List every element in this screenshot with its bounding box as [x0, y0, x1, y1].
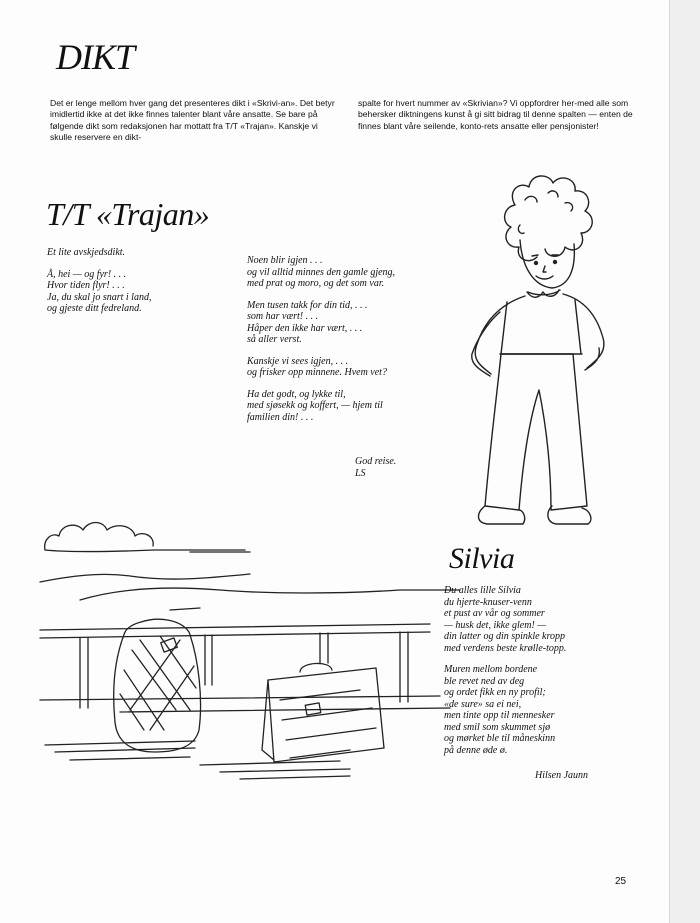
poem-line: og gjeste ditt fedreland.	[47, 303, 142, 314]
poem-line: på denne øde ø.	[444, 744, 508, 756]
stanza	[444, 585, 644, 654]
poem-line: så aller verst.	[247, 334, 302, 345]
poem-line: og mørket ble til måneskinn	[444, 733, 556, 744]
poem-line: Kanskje vi sees igjen, . . .	[247, 355, 349, 367]
poem-line: med smil som skummet sjø	[444, 721, 551, 733]
poem-line: Ja, du skal jo snart i land,	[47, 291, 152, 303]
poem-line: Å, hei — og fyr! . . .	[47, 268, 127, 280]
poem-line: og frisker opp minnene. Hvem vet?	[247, 367, 387, 378]
page-number: 25	[615, 876, 627, 887]
intro-text-left: Det er lenge mellom hver gang det presenteres dikt i «Skrivi-an». Det betyr imidlertid ikke at det ikke finnes talenter blant våre ansatte. Se bare på følgende dikt som redaksjonen har mottatt fra T/T «Trajan». Kanskje vi skulle reservere en dikt-	[50, 98, 335, 143]
author-initials: LS	[355, 467, 366, 479]
poem-line: familien din! . . .	[247, 411, 314, 423]
poem-line: Ha det godt, og lykke til,	[247, 388, 346, 400]
poem-line: med verdens beste krølle-topp.	[444, 642, 567, 654]
poem-line: med prat og moro, og det som var.	[247, 278, 385, 289]
poem-line: og ordet fikk en ny profil;	[444, 687, 546, 698]
poem-line: du hjerte-knuser-venn	[444, 596, 532, 608]
silvia-poem	[444, 585, 644, 766]
poem-line: Men tusen takk for din tid, . . .	[247, 299, 368, 311]
poem-line: og vil alltid minnes den gamle gjeng,	[247, 266, 396, 278]
farewell-line: God reise.	[355, 456, 397, 467]
poem-line: Muren mellom bordene	[444, 664, 538, 675]
stanza	[444, 664, 644, 756]
poem-line: som har vært! . . .	[247, 311, 319, 322]
poem-line: Et lite avskjedsdikt.	[47, 247, 126, 258]
poem-line: din latter og din spinkle kropp	[444, 631, 566, 642]
poem-line: ble revet ned av deg	[444, 675, 525, 687]
poem-line: — husk det, ikke glem! —	[444, 619, 547, 631]
poem-line: med sjøsekk og koffert, — hjem til	[247, 400, 383, 411]
poem-line: «de sure» sa ei nei,	[444, 698, 522, 710]
poem-line: Hvor tiden flyr! . . .	[47, 280, 125, 291]
poem-line: men tinte opp til mennesker	[444, 710, 555, 721]
intro-text-right: spalte for hvert nummer av «Skrivian»? Vi oppfordrer her-med alle som behersker diktningens kunst å gi sitt bidrag til denne spalten — enten de finnes blant våre seilende, konto-rets ansatte eller pensjonister!	[358, 98, 633, 131]
page-title: DIKT	[56, 37, 135, 77]
poem-line: Håper den ikke har vært, . . .	[247, 322, 363, 334]
poem-line: Noen blir igjen . . .	[247, 255, 323, 266]
poem-line: et pust av vår og sommer	[444, 608, 545, 619]
silvia-signature: Hilsen Jaunn	[535, 770, 589, 781]
silvia-heading: Silvia	[449, 542, 515, 575]
poem-line: Du alles lille Silvia	[444, 585, 521, 596]
trajan-heading: T/T «Trajan»	[46, 196, 210, 232]
